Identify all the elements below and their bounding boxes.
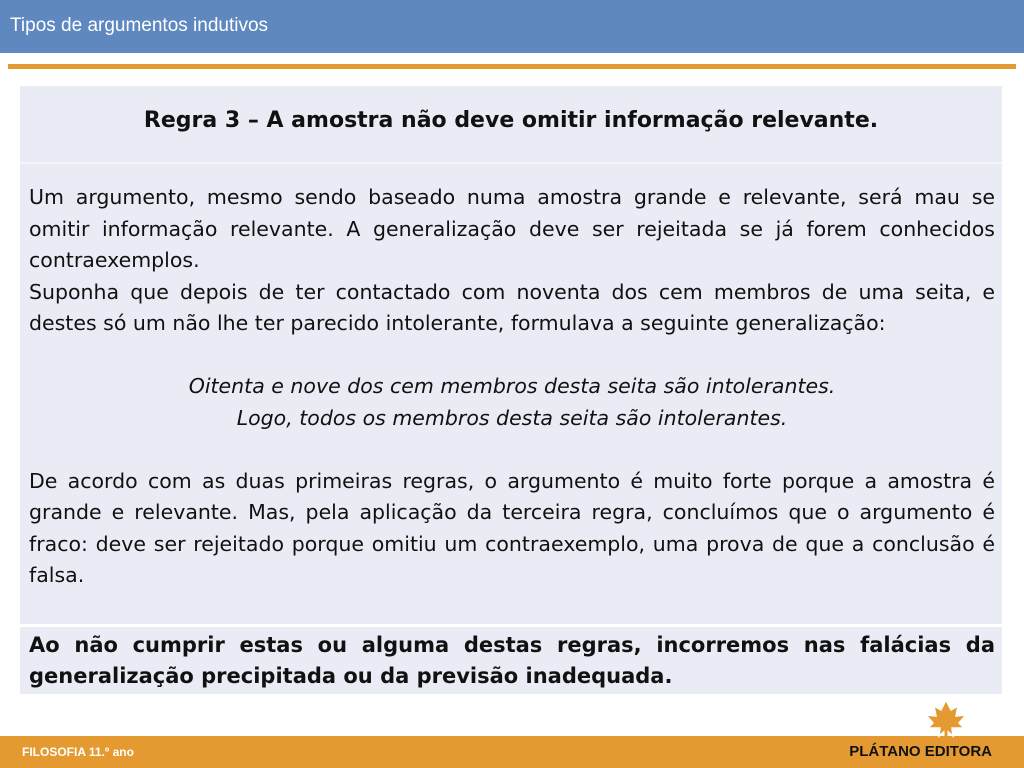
slide-section-title: Tipos de argumentos indutivos <box>10 15 269 36</box>
plane-leaf-icon <box>924 698 968 746</box>
conclusion-divider <box>20 624 1002 627</box>
publisher-name: PLÁTANO EDITORA <box>849 743 992 760</box>
header-divider <box>8 64 1016 69</box>
paragraph-intro: Um argumento, mesmo sendo baseado numa amostra grande e relevante, será mau se omitir informação relevante. A generalização deve ser rejeitada se já forem conhecidos contraexemplos. <box>29 185 995 272</box>
content-panel <box>20 86 1002 694</box>
heading-divider <box>20 162 1002 164</box>
rule-heading: Regra 3 – A amostra não deve omitir informação relevante. <box>143 108 879 133</box>
example-conclusion: Logo, todos os membros desta seita são intolerantes. <box>236 405 788 430</box>
body-text <box>29 182 995 592</box>
spacer <box>29 340 995 372</box>
course-label: FILOSOFIA 11.º ano <box>22 745 134 759</box>
spacer <box>29 434 995 466</box>
paragraph-analysis: De acordo com as duas primeiras regras, o argumento é muito forte porque a amostra é grande e relevante. Mas, pela aplicação da terceira regra, concluímos que o argumento é fraco: deve ser rejeitado porque omitiu um contraexemplo, uma prova de que a conclusão é falsa. <box>29 468 995 587</box>
example-premise: Oitenta e nove dos cem membros desta seita são intolerantes. <box>188 374 836 398</box>
conclusion-text: Ao não cumprir estas ou alguma destas regras, incorremos nas falácias da generalização precipitada ou da previsão inadequada. <box>29 633 995 688</box>
paragraph-example-setup: Suponha que depois de ter contactado com noventa dos cem membros de uma seita, e destes só um não lhe ter parecido intolerante, formulava a seguinte generalização: <box>29 279 995 335</box>
